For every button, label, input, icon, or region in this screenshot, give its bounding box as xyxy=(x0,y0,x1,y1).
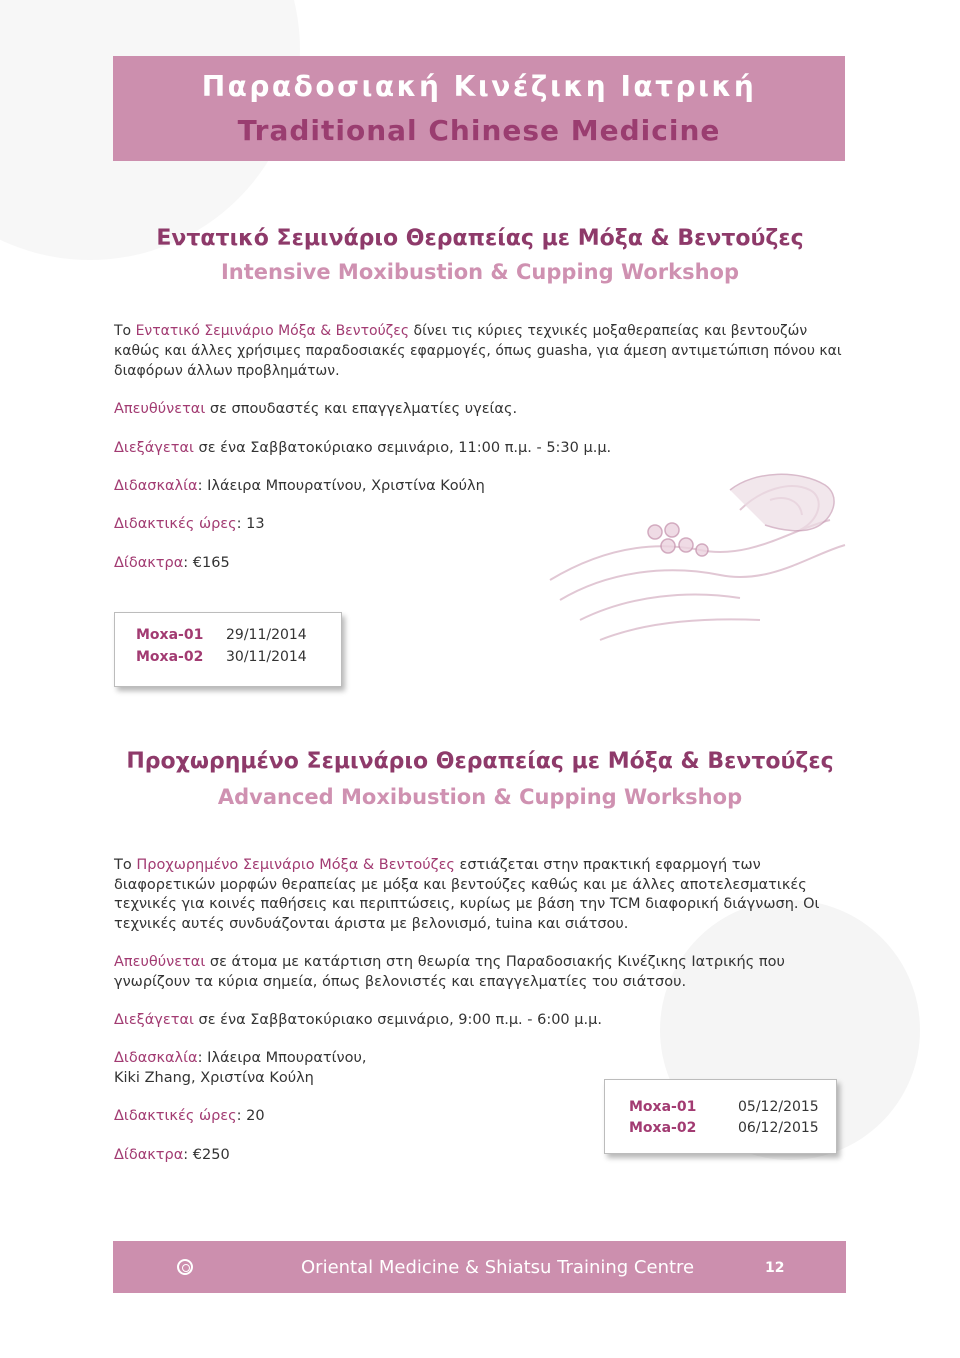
section2-teachers xyxy=(114,1050,367,1066)
intro-highlight: Προχωρημένο Σεμινάριο Μόξα & Βεντούζες xyxy=(136,857,455,873)
date-code: Moxa-02 xyxy=(629,1120,697,1136)
teachers-text: : Ιλάειρα Μπουρατίνου, Χριστίνα Κούλη xyxy=(197,478,485,494)
hours-label: Διδακτικές ώρες xyxy=(114,516,237,532)
section1-hours xyxy=(114,516,265,532)
cupping-illustration xyxy=(540,470,860,670)
date-row xyxy=(738,1120,819,1136)
intro-rest: δίνει τις κύριες τεχνικές μοξαθεραπείας και βεντουζών καθώς και άλλες χρήσιμες παραδοσιακές εφαρμογές, όπως guasha, για άμεση αντιμετώπιση πόνου και διαφόρων άλλων προβλημάτων. xyxy=(114,323,842,379)
held-text: σε ένα Σαββατοκύριακο σεμινάριο, 9:00 π.μ. - 6:00 μ.μ. xyxy=(193,1012,602,1028)
section1-fee xyxy=(114,555,230,571)
date-value: 06/12/2015 xyxy=(738,1120,819,1136)
date-row xyxy=(629,1099,696,1115)
footer-centre-name: Oriental Medicine & Shiatsu Training Centre xyxy=(301,1257,695,1278)
date-row xyxy=(629,1120,696,1136)
hours-text: : 20 xyxy=(236,1108,265,1124)
section1-title-english: Intensive Moxibustion & Cupping Workshop xyxy=(220,260,740,284)
section1-dates-box xyxy=(114,612,342,687)
section2-intro xyxy=(114,856,848,934)
hours-text: : 13 xyxy=(236,516,265,532)
section2-dates-box xyxy=(604,1079,837,1154)
section2-title-english: Advanced Moxibustion & Cupping Workshop xyxy=(217,785,743,809)
fee-label: Δίδακτρα xyxy=(114,555,184,571)
section2-teachers-line2: Kiki Zhang, Χριστίνα Κούλη xyxy=(114,1070,314,1086)
audience-label: Απευθύνεται xyxy=(114,401,206,417)
date-code: Moxa-01 xyxy=(136,627,204,643)
fee-text: : €165 xyxy=(183,555,230,571)
hours-label: Διδακτικές ώρες xyxy=(114,1108,237,1124)
section2-hours xyxy=(114,1108,265,1124)
fee-text: : €250 xyxy=(183,1147,230,1163)
date-row xyxy=(738,1099,819,1115)
audience-label: Απευθύνεται xyxy=(114,954,206,970)
intro-prefix: Το xyxy=(114,857,137,873)
section1-held xyxy=(114,440,611,456)
section2-fee xyxy=(114,1147,230,1163)
audience-text: σε σπουδαστές και επαγγελματίες υγείας. xyxy=(205,401,518,417)
held-label: Διεξάγεται xyxy=(114,1012,194,1028)
fee-label: Δίδακτρα xyxy=(114,1147,184,1163)
held-label: Διεξάγεται xyxy=(114,440,194,456)
header-title-greek: Παραδοσιακή Κινέζικη Ιατρική xyxy=(201,70,757,103)
date-row xyxy=(136,649,203,665)
section1-audience xyxy=(114,401,517,417)
section2-held xyxy=(114,1012,602,1028)
header-band xyxy=(113,56,845,161)
date-row xyxy=(136,627,203,643)
footer-band xyxy=(113,1241,846,1293)
intro-highlight: Εντατικό Σεμινάριο Μόξα & Βεντούζες xyxy=(135,323,410,339)
date-code: Moxa-01 xyxy=(629,1099,697,1115)
section2-title-greek: Προχωρημένο Σεμινάριο Θεραπείας με Μόξα & Βεντούζες xyxy=(126,749,834,774)
date-row xyxy=(226,627,307,643)
date-row xyxy=(226,649,307,665)
teachers-text-line1: : Ιλάειρα Μπουρατίνου, xyxy=(197,1050,367,1066)
section1-title-greek: Εντατικό Σεμινάριο Θεραπείας με Μόξα & Βεντούζες xyxy=(156,226,804,251)
page-number: 12 xyxy=(765,1260,785,1276)
date-value: 05/12/2015 xyxy=(738,1099,819,1115)
teachers-label: Διδασκαλία xyxy=(114,478,198,494)
section2-audience xyxy=(114,953,848,992)
section1-intro xyxy=(114,321,848,381)
target-icon xyxy=(177,1259,193,1275)
teachers-label: Διδασκαλία xyxy=(114,1050,198,1066)
section1-teachers xyxy=(114,478,485,494)
date-code: Moxa-02 xyxy=(136,649,204,665)
date-value: 29/11/2014 xyxy=(226,627,307,643)
header-title-english: Traditional Chinese Medicine xyxy=(237,114,721,147)
date-value: 30/11/2014 xyxy=(226,649,307,665)
intro-prefix: Το xyxy=(114,323,136,339)
held-text: σε ένα Σαββατοκύριακο σεμινάριο, 11:00 π.μ. - 5:30 μ.μ. xyxy=(193,440,612,456)
intro-rest: εστιάζεται στην πρακτική εφαρμογή των διαφορετικών μορφών θεραπείας με μόξα και βεντούζες καθώς και με άλλες αποτελεσματικές τεχνικές για κοινές παθήσεις και περιπτώσεις, κυρίως με βάση την TCM διαφορική διάγνωση. Οι τεχνικές αυτές συνδυάζονται άριστα με βελονισμό, tuina και σιάτσου. xyxy=(114,857,820,932)
audience-text: σε άτομα με κατάρτιση στη θεωρία της Παραδοσιακής Κινέζικης Ιατρικής που γνωρίζουν τα κύρια σημεία, όπως βελονιστές και επαγγελματίες του σιάτσου. xyxy=(114,954,785,990)
